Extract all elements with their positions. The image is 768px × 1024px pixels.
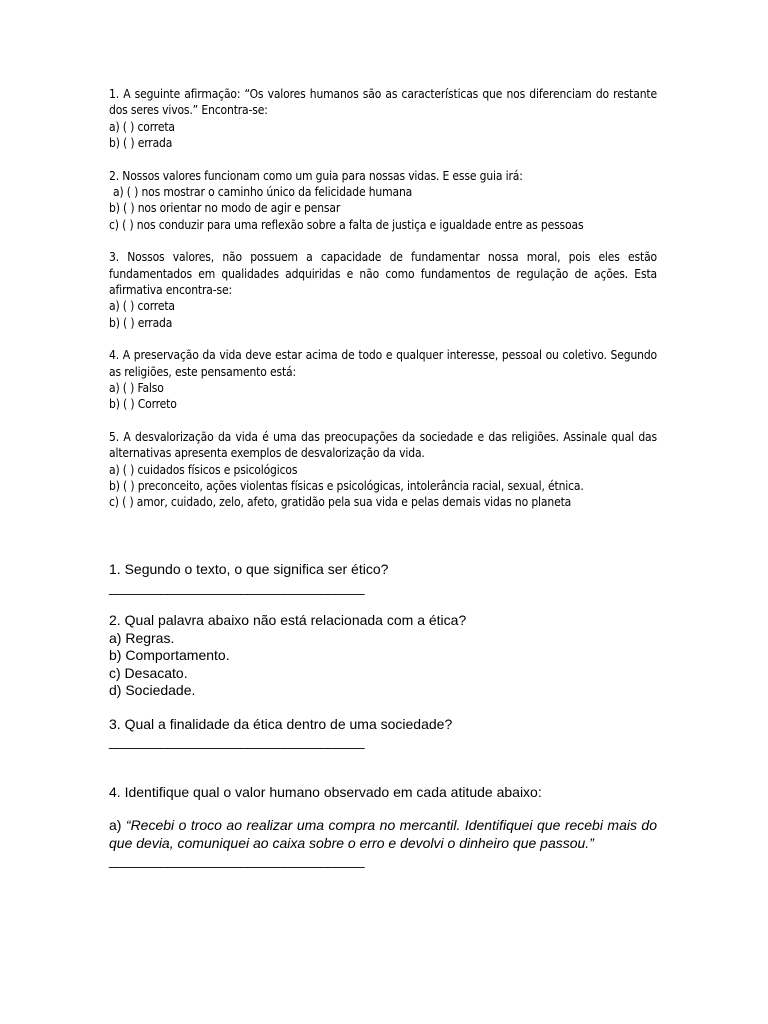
question-text: 1. A seguinte afirmação: “Os valores humanos são as características que nos diferenciam do restante dos seres vivos.” Encontra-se: xyxy=(109,87,657,118)
question-1 xyxy=(109,86,657,151)
question-1: 1. Segundo o texto, o que significa ser ético? xyxy=(109,561,389,577)
part1-questions xyxy=(109,86,657,527)
question-3 xyxy=(109,249,657,330)
option-a: a) ( ) correta xyxy=(109,119,175,134)
question-4a-quote: “Recebi o troco ao realizar uma compra no mercantil. Identifiquei que recebi mais do que devia, comuniquei ao caixa sobre o erro e devolvi o dinheiro que passou.” xyxy=(109,817,657,851)
question-4a-label: a) xyxy=(109,817,126,833)
part2-questions xyxy=(109,561,657,870)
question-4 xyxy=(109,347,657,412)
option-a: a) ( ) nos mostrar o caminho único da felicidade humana xyxy=(113,184,413,199)
question-text: 2. Nossos valores funcionam como um guia para nossas vidas. E esse guia irá: xyxy=(109,168,523,183)
option-b: b) ( ) Correto xyxy=(109,397,177,412)
option-b: b) ( ) preconceito, ações violentas físicas e psicológicas, intolerância racial, sexual, étnica. xyxy=(109,478,584,493)
option-c: c) ( ) nos conduzir para uma reflexão sobre a falta de justiça e igualdade entre as pessoas xyxy=(109,217,584,232)
option-a: a) ( ) correta xyxy=(109,299,175,314)
question-4: 4. Identifique qual o valor humano observado em cada atitude abaixo: xyxy=(109,783,542,800)
option-b: b) ( ) errada xyxy=(109,135,173,150)
option-b: b) ( ) errada xyxy=(109,315,173,330)
option-c: c) Desacato. xyxy=(109,664,188,681)
option-d: d) Sociedade. xyxy=(109,682,196,698)
answer-line: ___________________________________ xyxy=(109,852,365,868)
option-b: b) ( ) nos orientar no modo de agir e pensar xyxy=(109,201,341,216)
option-a: a) ( ) cuidados físicos e psicológicos xyxy=(109,462,298,477)
question-4a xyxy=(109,817,657,852)
option-a: a) Regras. xyxy=(109,629,175,646)
answer-line: ___________________________________ xyxy=(109,578,365,595)
option-a: a) ( ) Falso xyxy=(109,380,164,395)
option-b: b) Comportamento. xyxy=(109,647,230,663)
question-3: 3. Qual a finalidade da ética dentro de uma sociedade? xyxy=(109,715,453,732)
question-5 xyxy=(109,429,657,510)
question-text: 3. Nossos valores, não possuem a capacidade de fundamentar nossa moral, pois eles estão fundamentados em qualidades adquiridas e não como fundamentos de regulação de ações. Esta afirmativa encontra-se: xyxy=(109,250,657,297)
answer-line: ___________________________________ xyxy=(109,733,365,749)
question-2 xyxy=(109,168,657,233)
option-c: c) ( ) amor, cuidado, zelo, afeto, gratidão pela sua vida e pelas demais vidas no planeta xyxy=(109,495,572,510)
question-text: 4. A preservação da vida deve estar acima de todo e qualquer interesse, pessoal ou coletivo. Segundo as religiões, este pensamento está: xyxy=(109,348,657,379)
question-2: 2. Qual palavra abaixo não está relacionada com a ética? xyxy=(109,612,467,628)
question-text: 5. A desvalorização da vida é uma das preocupações da sociedade e das religiões. Assinale qual das alternativas apresenta exemplos de desvalorização da vida. xyxy=(109,430,657,461)
